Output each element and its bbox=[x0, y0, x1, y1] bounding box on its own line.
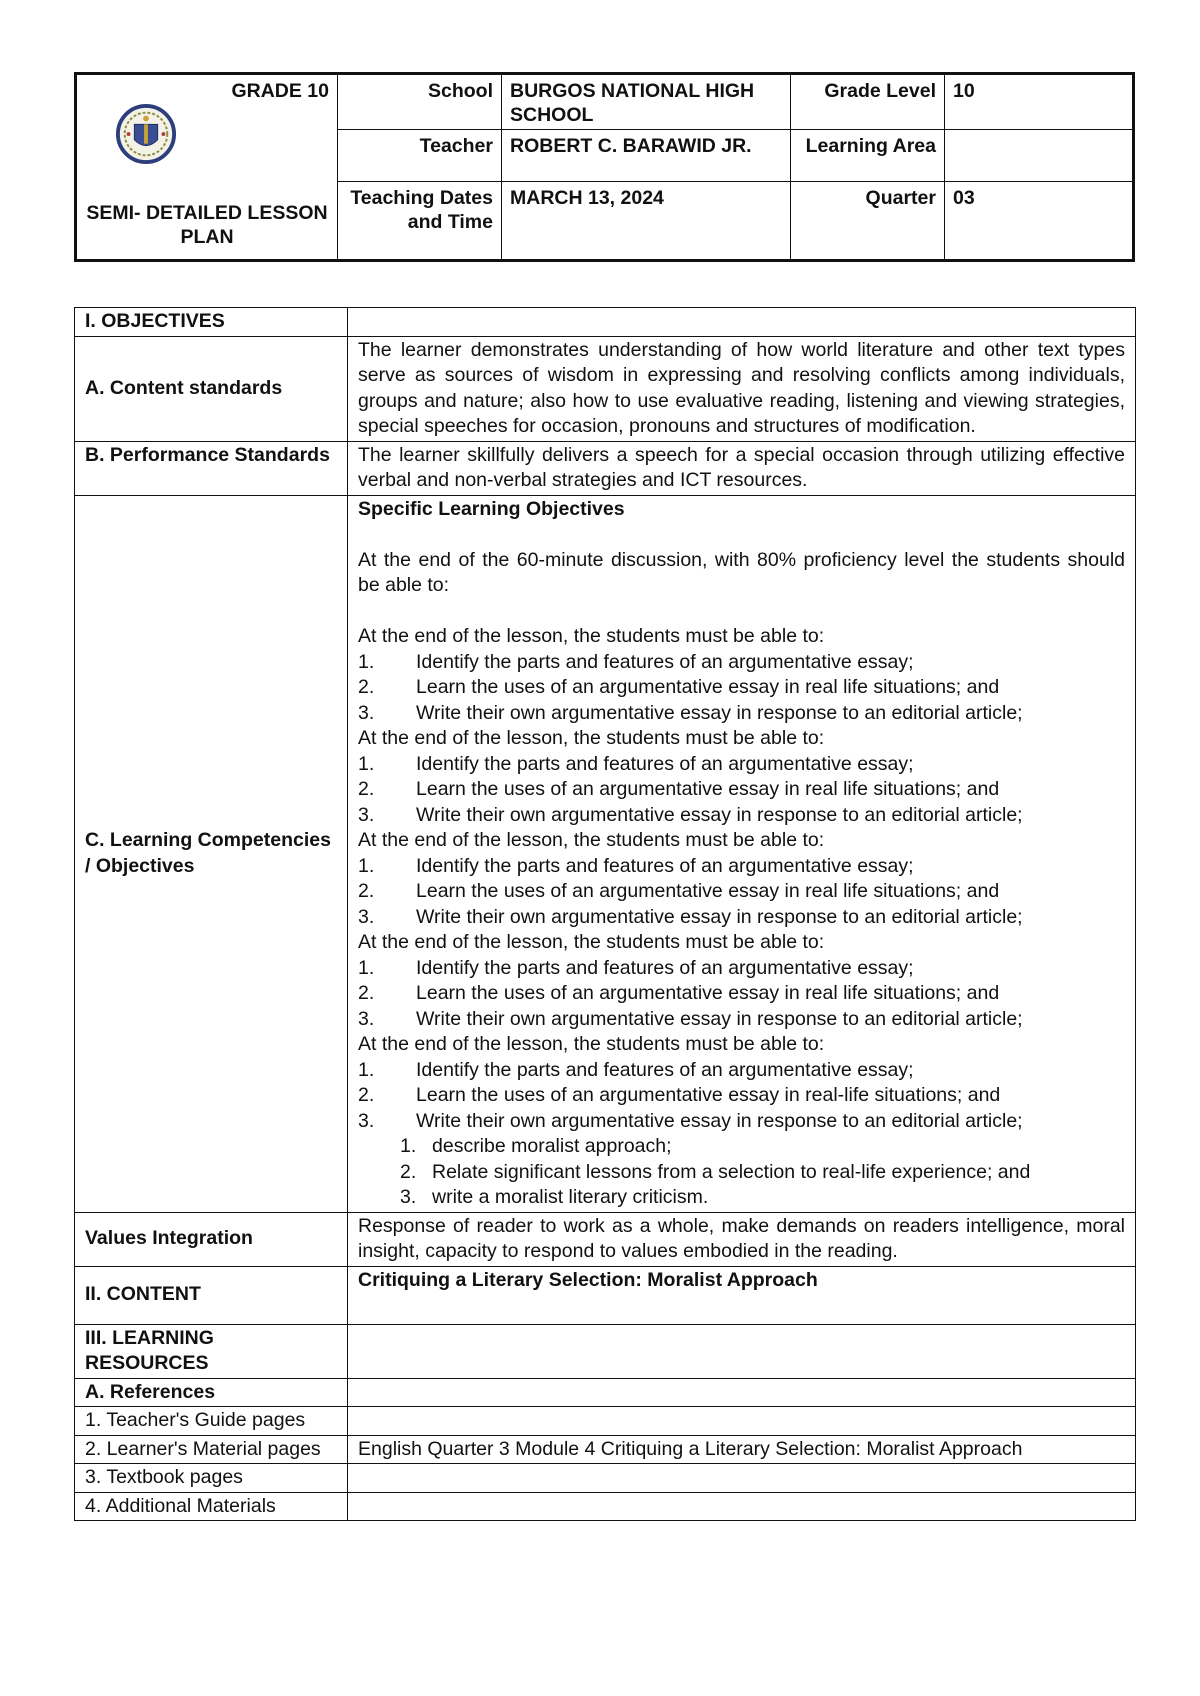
sub-objective-text: Relate significant lessons from a selection to real-life experience; and bbox=[432, 1160, 1031, 1183]
objective-block-lead: At the end of the lesson, the students must be able to: bbox=[358, 625, 825, 647]
content-row bbox=[75, 1266, 1136, 1324]
competencies-cell bbox=[348, 495, 1136, 1212]
objective-item-text: Learn the uses of an argumentative essay in real life situations; and bbox=[416, 676, 1000, 698]
quarter-label: Quarter bbox=[791, 182, 945, 261]
objective-item bbox=[358, 879, 1125, 905]
objective-item-number: 2. bbox=[358, 880, 375, 902]
objective-item bbox=[358, 675, 1125, 701]
objective-item bbox=[358, 981, 1125, 1007]
sub-objective-number: 3. bbox=[400, 1186, 417, 1208]
teacher-label: Teacher bbox=[338, 130, 502, 182]
objective-item-text: Write their own argumentative essay in response to an editorial article; bbox=[416, 803, 1023, 826]
objective-item-text: Identify the parts and features of an argumentative essay; bbox=[416, 650, 914, 673]
grade-label: GRADE 10 bbox=[231, 80, 329, 102]
objective-item bbox=[358, 803, 1125, 829]
additional-materials-label: 4. Additional Materials bbox=[75, 1492, 348, 1521]
learners-material-value: English Quarter 3 Module 4 Critiquing a Literary Selection: Moralist Approach bbox=[348, 1435, 1136, 1464]
learning-area-value bbox=[945, 130, 1134, 182]
sub-objective-text: write a moralist literary criticism. bbox=[432, 1186, 709, 1208]
objective-item-text: Write their own argumentative essay in response to an editorial article; bbox=[416, 1007, 1023, 1030]
additional-materials-row bbox=[75, 1492, 1136, 1521]
grade-level-label: Grade Level bbox=[791, 74, 945, 130]
sub-objective-item bbox=[358, 1134, 1125, 1160]
objective-item-number: 3. bbox=[358, 905, 375, 928]
content-text: Critiquing a Literary Selection: Moralist Approach bbox=[348, 1266, 1136, 1324]
lesson-plan-type: SEMI- DETAILED LESSON PLAN bbox=[86, 202, 328, 248]
objective-item-text: Learn the uses of an argumentative essay in real life situations; and bbox=[416, 982, 1000, 1004]
content-standards-row bbox=[75, 336, 1136, 441]
lesson-plan-table bbox=[74, 307, 1136, 1521]
references-label: A. References bbox=[75, 1378, 348, 1407]
objective-item bbox=[358, 1058, 1125, 1084]
objective-item-number: 1. bbox=[358, 752, 375, 775]
textbook-value bbox=[348, 1464, 1136, 1493]
teachers-guide-label: 1. Teacher's Guide pages bbox=[75, 1407, 348, 1436]
objective-item bbox=[358, 1083, 1125, 1109]
values-text: Response of reader to work as a whole, make demands on readers intelligence, moral insight, capacity to respond to values embodied in the reading. bbox=[348, 1212, 1136, 1266]
objective-item-number: 3. bbox=[358, 803, 375, 826]
textbook-label: 3. Textbook pages bbox=[75, 1464, 348, 1493]
objective-item-number: 1. bbox=[358, 650, 375, 673]
content-standards-label: A. Content standards bbox=[75, 336, 348, 441]
objective-item-text: Learn the uses of an argumentative essay in real life situations; and bbox=[416, 880, 1000, 902]
objectives-intro: At the end of the 60-minute discussion, with 80% proficiency level the students should be able to: bbox=[358, 548, 1125, 596]
performance-standards-text: The learner skillfully delivers a speech for a special occasion through utilizing effective verbal and non-verbal strategies and ICT resources. bbox=[348, 441, 1136, 495]
teachers-guide-row bbox=[75, 1407, 1136, 1436]
objective-item bbox=[358, 956, 1125, 982]
specific-objectives-heading: Specific Learning Objectives bbox=[358, 497, 625, 520]
objective-item-number: 1. bbox=[358, 956, 375, 979]
objective-item bbox=[358, 854, 1125, 880]
objective-item bbox=[358, 777, 1125, 803]
learners-material-row bbox=[75, 1435, 1136, 1464]
resources-heading-row bbox=[75, 1324, 1136, 1378]
dates-value: MARCH 13, 2024 bbox=[502, 182, 791, 261]
competencies-row bbox=[75, 495, 1136, 1212]
objective-item-number: 3. bbox=[358, 1007, 375, 1030]
sub-objective-number: 2. bbox=[400, 1160, 417, 1183]
objective-block-lead: At the end of the lesson, the students must be able to: bbox=[358, 931, 825, 953]
textbook-row bbox=[75, 1464, 1136, 1493]
values-label: Values Integration bbox=[75, 1212, 348, 1266]
objective-item-text: Identify the parts and features of an argumentative essay; bbox=[416, 752, 914, 775]
school-label: School bbox=[338, 74, 502, 130]
objective-item-text: Write their own argumentative essay in response to an editorial article; bbox=[416, 701, 1023, 724]
objective-item bbox=[358, 752, 1125, 778]
objective-item-text: Learn the uses of an argumentative essay in real life situations; and bbox=[416, 778, 1000, 800]
objective-item bbox=[358, 1109, 1125, 1135]
dates-label: Teaching Dates and Time bbox=[338, 182, 502, 261]
objective-blocks bbox=[358, 624, 1125, 1134]
content-label: II. CONTENT bbox=[75, 1266, 348, 1324]
content-standards-text: The learner demonstrates understanding of how world literature and other text types serve as sources of wisdom in expressing and resolving conflicts among individuals, groups and nature; also how to use evaluative reading, listening and viewing strategies, special speeches for occasion, pronouns and structures of modification. bbox=[348, 336, 1136, 441]
objective-item-number: 2. bbox=[358, 982, 375, 1004]
objective-item-text: Identify the parts and features of an argumentative essay; bbox=[416, 1058, 914, 1081]
learners-material-label: 2. Learner's Material pages bbox=[75, 1435, 348, 1464]
objective-item-number: 2. bbox=[358, 1084, 375, 1106]
objective-item bbox=[358, 905, 1125, 931]
sub-objective-item bbox=[358, 1160, 1125, 1186]
objective-item-text: Write their own argumentative essay in response to an editorial article; bbox=[416, 905, 1023, 928]
objective-block-lead: At the end of the lesson, the students must be able to: bbox=[358, 1033, 825, 1055]
objective-item-number: 2. bbox=[358, 676, 375, 698]
grade-cell bbox=[76, 74, 338, 261]
sub-objective-item bbox=[358, 1185, 1125, 1211]
quarter-value: 03 bbox=[945, 182, 1134, 261]
objective-item-text: Identify the parts and features of an argumentative essay; bbox=[416, 956, 914, 979]
header-table bbox=[74, 72, 1135, 262]
additional-materials-value bbox=[348, 1492, 1136, 1521]
objective-block-lead: At the end of the lesson, the students must be able to: bbox=[358, 727, 825, 749]
objective-item-text: Identify the parts and features of an argumentative essay; bbox=[416, 854, 914, 877]
grade-level-value: 10 bbox=[945, 74, 1134, 130]
competencies-label: C. Learning Competencies / Objectives bbox=[75, 495, 348, 1212]
objective-item-text: Write their own argumentative essay in response to an editorial article; bbox=[416, 1109, 1023, 1132]
objective-item-number: 2. bbox=[358, 778, 375, 800]
performance-standards-row bbox=[75, 441, 1136, 495]
objective-block-lead: At the end of the lesson, the students must be able to: bbox=[358, 829, 825, 851]
performance-standards-label: B. Performance Standards bbox=[75, 441, 348, 495]
objective-item-number: 3. bbox=[358, 701, 375, 724]
sub-objective-number: 1. bbox=[400, 1135, 417, 1157]
objective-item bbox=[358, 1007, 1125, 1033]
resources-heading: III. LEARNING RESOURCES bbox=[75, 1324, 348, 1378]
teacher-value: ROBERT C. BARAWID JR. bbox=[502, 130, 791, 182]
learning-area-label: Learning Area bbox=[791, 130, 945, 182]
objective-item-text: Learn the uses of an argumentative essay in real-life situations; and bbox=[416, 1084, 1001, 1106]
values-row bbox=[75, 1212, 1136, 1266]
teachers-guide-value bbox=[348, 1407, 1136, 1436]
objective-item bbox=[358, 701, 1125, 727]
sub-objectives bbox=[358, 1134, 1125, 1211]
objective-item bbox=[358, 650, 1125, 676]
objectives-heading-row bbox=[75, 308, 1136, 337]
objectives-heading: I. OBJECTIVES bbox=[75, 308, 348, 337]
references-row bbox=[75, 1378, 1136, 1407]
objective-item-number: 1. bbox=[358, 1058, 375, 1081]
deped-seal-icon bbox=[115, 103, 177, 165]
objective-item-number: 1. bbox=[358, 854, 375, 877]
school-value: BURGOS NATIONAL HIGH SCHOOL bbox=[502, 74, 791, 130]
sub-objective-text: describe moralist approach; bbox=[432, 1135, 672, 1157]
objective-item-number: 3. bbox=[358, 1109, 375, 1132]
